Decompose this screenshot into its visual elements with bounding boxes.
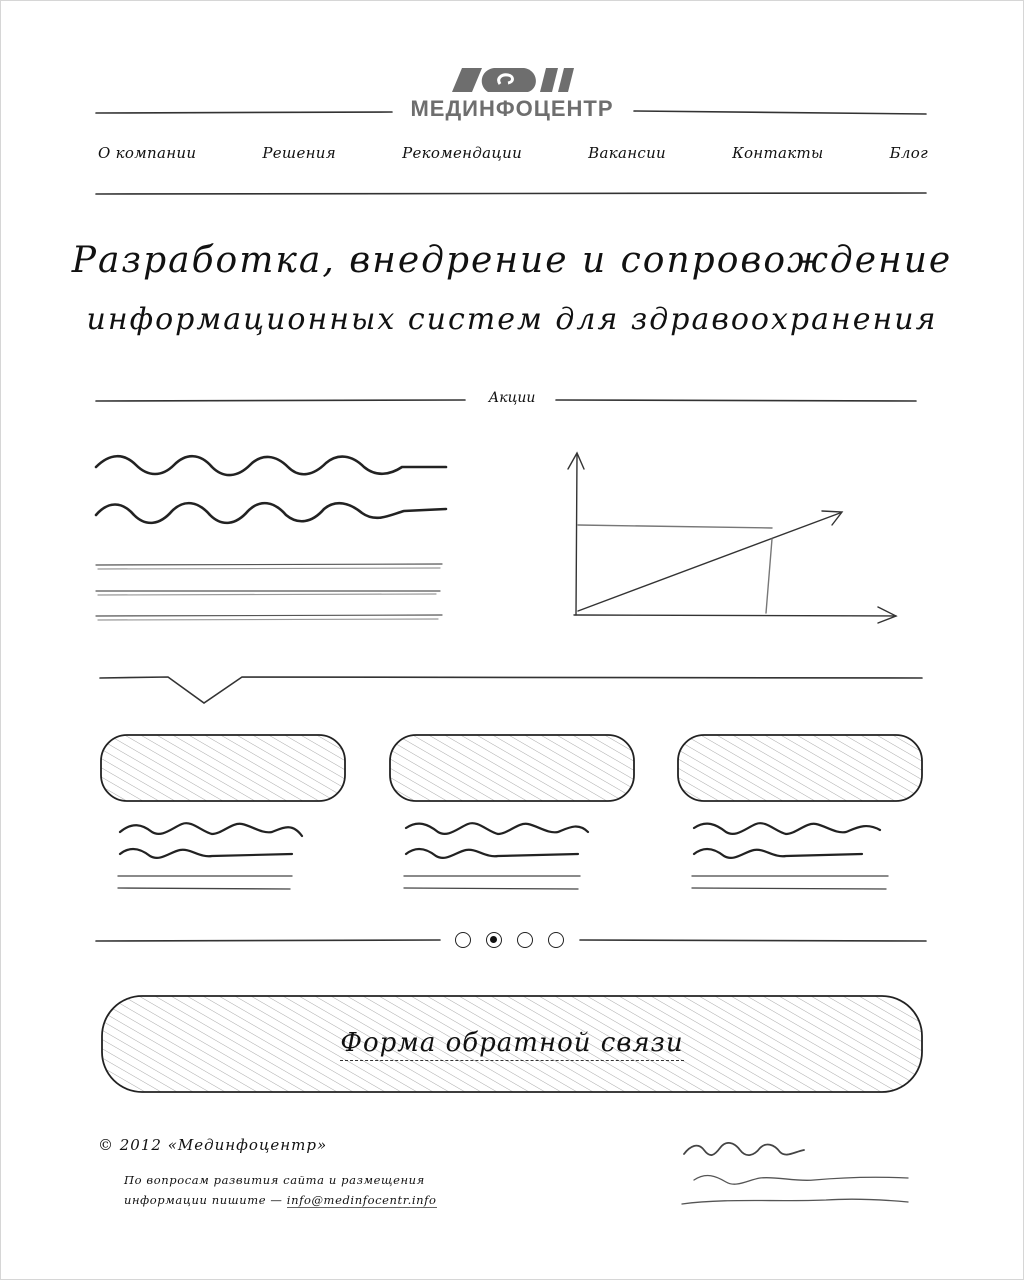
nav-item-about[interactable]: О компании <box>98 144 197 162</box>
footer-note-text: По вопросам развития сайта и размещения информации пишите — <box>124 1173 425 1207</box>
carousel-card-2[interactable] <box>390 735 634 889</box>
nav-item-contacts[interactable]: Контакты <box>732 144 824 162</box>
chart-y-axis <box>576 455 577 615</box>
scribble-line <box>96 456 446 475</box>
chart-x-axis <box>574 615 896 616</box>
text-line <box>96 564 442 565</box>
nav-item-blog[interactable]: Блог <box>889 144 928 162</box>
brand-name[interactable]: МЕДИНФОЦЕНТР <box>410 96 614 121</box>
footer-scribble <box>676 1132 916 1222</box>
scribble-line <box>96 503 446 523</box>
pagination-dot-2[interactable] <box>486 932 502 948</box>
chart-guide-horizontal <box>578 525 772 528</box>
main-nav <box>98 144 928 168</box>
nav-rule <box>96 193 926 194</box>
nav-item-recommendations[interactable]: Рекомендации <box>402 144 523 162</box>
pagination-dot-4[interactable] <box>548 932 564 948</box>
footer-note <box>124 1170 504 1210</box>
pagination-rule <box>0 930 1024 950</box>
text-line <box>98 594 436 595</box>
section-rule-right <box>556 400 916 401</box>
carousel-card-1[interactable] <box>101 735 345 889</box>
carousel-cards <box>96 728 928 898</box>
hero-title: Разработка, внедрение и сопровождение <box>71 240 953 281</box>
nav-item-solutions[interactable]: Решения <box>262 144 336 162</box>
chart-guide-vertical <box>766 539 772 613</box>
text-line <box>98 568 440 569</box>
chart-x-arrow <box>878 607 896 623</box>
promo-text-placeholder <box>90 445 450 630</box>
chart-y-arrow <box>568 453 584 469</box>
carousel-card-3[interactable] <box>678 735 922 889</box>
feedback-button-label[interactable]: Форма обратной связи <box>106 1028 918 1058</box>
text-line <box>96 615 442 616</box>
pagination-dot-1[interactable] <box>455 932 471 948</box>
promo-section-label: Акции <box>472 390 552 406</box>
nav-item-vacancies[interactable]: Вакансии <box>588 144 666 162</box>
section-rule-left <box>96 400 465 401</box>
copyright: © 2012 «Мединфоцентр» <box>98 1136 328 1154</box>
promo-chart-sketch <box>560 445 905 635</box>
carousel-rule <box>96 665 926 715</box>
header-rule-right <box>634 111 926 114</box>
footer-email-link[interactable]: info@medinfocentr.info <box>286 1193 437 1207</box>
hero-subtitle: информационных систем для здравоохранения <box>86 302 938 337</box>
text-line <box>98 619 438 620</box>
pagination-dot-3[interactable] <box>517 932 533 948</box>
header-rule-left <box>96 112 392 113</box>
